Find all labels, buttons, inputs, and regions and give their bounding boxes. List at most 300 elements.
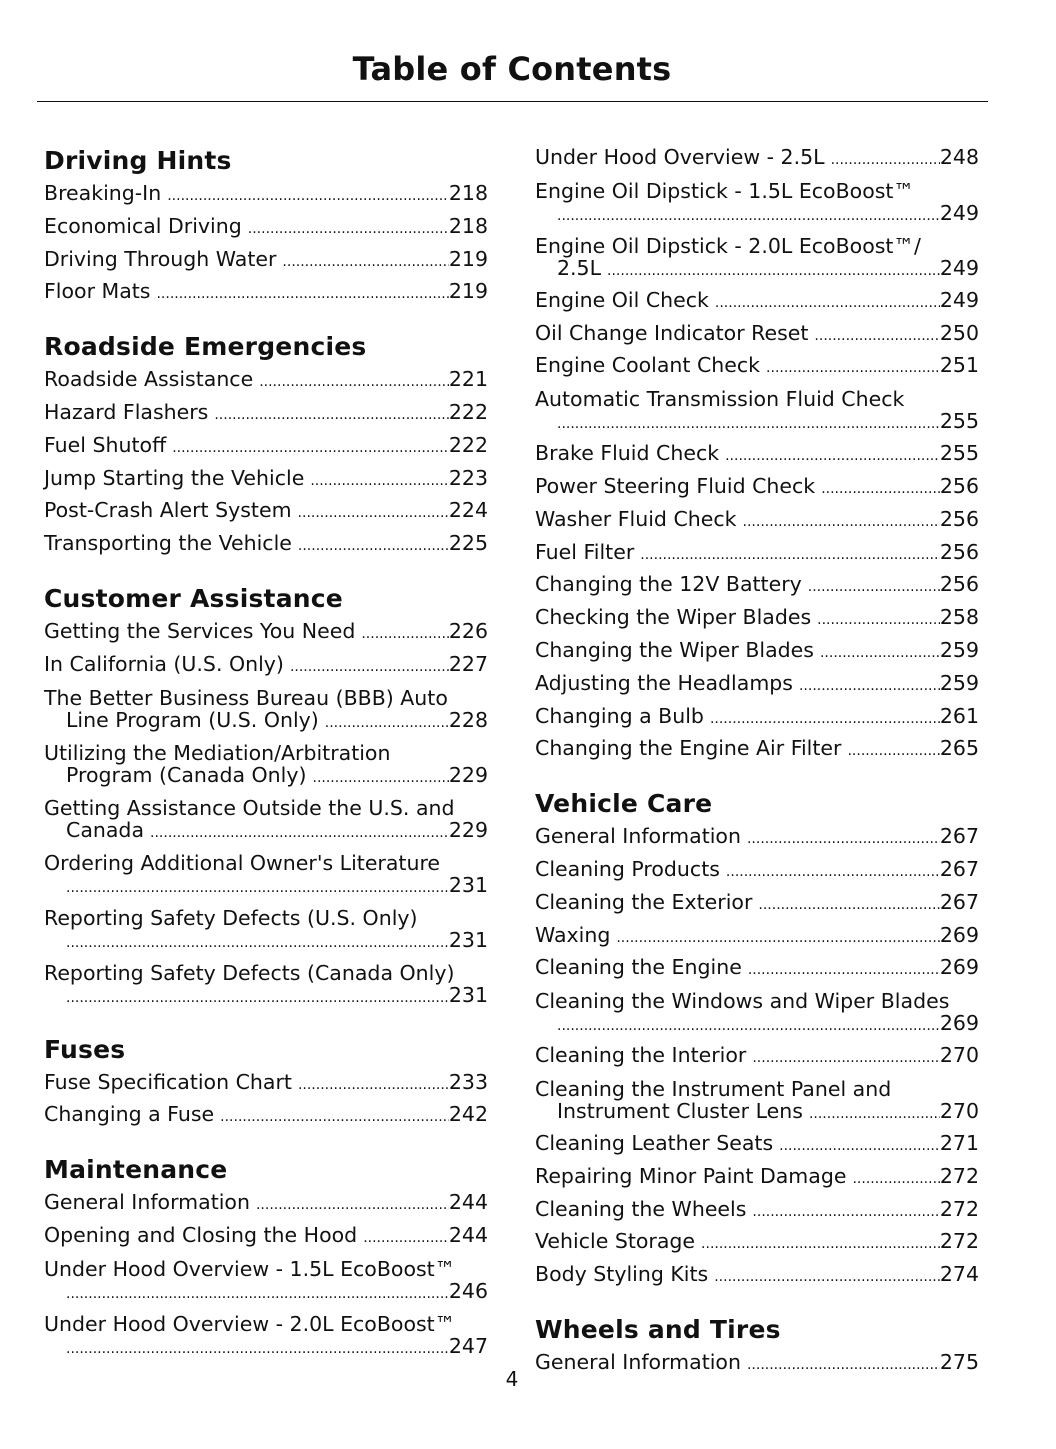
toc-entry-cleaning-leather-seats[interactable] <box>535 1129 979 1162</box>
toc-entry-title: Engine Oil Dipstick - 2.0L EcoBoost™/ <box>535 233 921 258</box>
dot-leader <box>817 606 940 636</box>
toc-entry-title: Reporting Safety Defects (U.S. Only) <box>44 905 418 930</box>
toc-entry-page: 267 <box>939 889 979 914</box>
toc-entry-checking-the-wiper-blades[interactable] <box>535 603 979 636</box>
toc-entry-page: 265 <box>939 736 979 761</box>
toc-entry-title: Engine Coolant Check <box>535 353 761 378</box>
toc-section-customer-assistance <box>44 581 488 1013</box>
toc-entry-page: 222 <box>448 432 488 457</box>
dot-leader <box>748 956 940 986</box>
toc-entry-title: The Better Business Bureau (BBB) Auto <box>44 685 448 710</box>
toc-entry-fuel-shutoff[interactable] <box>44 431 488 464</box>
dot-leader <box>820 639 940 669</box>
toc-entry-engine-oil-dipstick-1-5l-ecoboost[interactable] <box>535 176 979 231</box>
toc-entry-line <box>44 650 488 683</box>
dot-leader <box>150 822 449 844</box>
toc-entry-title-continued: Program (Canada Only) <box>66 762 307 787</box>
section-heading: Vehicle Care <box>535 789 713 819</box>
toc-entry-title: Driving Through Water <box>44 246 277 271</box>
toc-section-driving-hints <box>44 143 488 310</box>
dot-leader <box>852 1165 939 1195</box>
toc-entry-page: 275 <box>939 1349 979 1374</box>
dot-leader <box>310 467 449 497</box>
dot-leader <box>766 354 940 384</box>
toc-entry-page: 224 <box>448 498 488 523</box>
dot-leader <box>290 653 449 683</box>
toc-entry-page: 267 <box>939 824 979 849</box>
toc-entry-vehicle-storage[interactable] <box>535 1227 979 1260</box>
toc-entry-body-styling-kits[interactable] <box>535 1260 979 1293</box>
toc-entry-page: 229 <box>448 817 488 842</box>
toc-entry-breaking-in[interactable] <box>44 179 488 212</box>
dot-leader <box>725 442 940 472</box>
toc-entry-getting-the-services-you-need[interactable] <box>44 617 488 650</box>
toc-entry-title: Waxing <box>535 922 611 947</box>
dot-leader <box>66 987 449 1009</box>
toc-entry-line <box>535 319 979 352</box>
dot-leader <box>361 620 449 650</box>
toc-entry-line <box>44 179 488 212</box>
toc-entry-title: Power Steering Fluid Check <box>535 473 816 498</box>
toc-entry-line-continued <box>535 1012 979 1037</box>
toc-entry-in-california-u-s-only[interactable] <box>44 650 488 683</box>
toc-entry-page: 231 <box>448 872 488 897</box>
toc-entry-title: General Information <box>535 824 741 849</box>
toc-entry-line-continued <box>535 1100 979 1125</box>
toc-entry-title: Engine Oil Dipstick - 1.5L EcoBoost™ <box>535 178 914 203</box>
toc-entry-general-information[interactable] <box>535 822 979 855</box>
toc-entry-title: Automatic Transmission Fluid Check <box>535 387 905 412</box>
toc-entry-page: 226 <box>448 618 488 643</box>
dot-leader <box>557 1015 940 1037</box>
dot-leader <box>847 737 939 767</box>
toc-entry-title: In California (U.S. Only) <box>44 651 284 676</box>
toc-entry-line <box>44 1313 488 1335</box>
toc-entry-page: 274 <box>939 1262 979 1287</box>
dot-leader <box>714 1263 940 1293</box>
toc-entry-cleaning-products[interactable] <box>535 855 979 888</box>
toc-entry-fuel-filter[interactable] <box>535 538 979 571</box>
toc-entry-changing-the-wiper-blades[interactable] <box>535 636 979 669</box>
toc-entry-jump-starting-the-vehicle[interactable] <box>44 464 488 497</box>
toc-entry-page: 233 <box>448 1069 488 1094</box>
toc-entry-title: Hazard Flashers <box>44 399 209 424</box>
dot-leader <box>747 825 940 855</box>
toc-entry-title: Adjusting the Headlamps <box>535 670 793 695</box>
toc-entry-title: General Information <box>535 1349 741 1374</box>
toc-entry-title: Cleaning the Interior <box>535 1043 747 1068</box>
toc-entry-line-continued <box>535 202 979 227</box>
toc-entry-page: 261 <box>939 703 979 728</box>
toc-right-column <box>535 143 979 1400</box>
toc-entry-line-continued <box>44 984 488 1009</box>
toc-entry-repairing-minor-paint-damage[interactable] <box>535 1162 979 1195</box>
dot-leader <box>715 289 940 319</box>
toc-section-vehicle-care <box>535 786 979 1293</box>
dot-leader <box>66 877 449 899</box>
toc-entry-page: 270 <box>939 1043 979 1068</box>
dot-leader <box>821 475 940 505</box>
dot-leader <box>220 1103 449 1133</box>
section-heading: Fuses <box>44 1034 126 1064</box>
toc-entry-title: Under Hood Overview - 1.5L EcoBoost™ <box>44 1256 456 1281</box>
toc-entry-line <box>44 1258 488 1280</box>
toc-entry-post-crash-alert-system[interactable] <box>44 496 488 529</box>
toc-section-fuses <box>44 1032 488 1134</box>
toc-entry-page: 259 <box>939 637 979 662</box>
toc-entry-title: Changing a Bulb <box>535 703 704 728</box>
toc-entry-cleaning-the-instrument-panel-and[interactable] <box>535 1074 979 1129</box>
dot-leader <box>799 672 940 702</box>
toc-entry-page: 258 <box>939 605 979 630</box>
dot-leader <box>282 248 448 278</box>
toc-entry-page: 259 <box>939 670 979 695</box>
toc-entry-cleaning-the-exterior[interactable] <box>535 888 979 921</box>
toc-entry-line <box>44 496 488 529</box>
toc-entry-line <box>44 1068 488 1101</box>
toc-entry-title: Transporting the Vehicle <box>44 531 292 556</box>
toc-entry-title: Washer Fluid Check <box>535 506 737 531</box>
section-heading: Driving Hints <box>44 146 232 175</box>
toc-entry-line <box>535 351 979 384</box>
toc-entry-line <box>535 235 979 257</box>
toc-entry-page: 255 <box>939 409 979 434</box>
toc-entry-line <box>44 852 488 874</box>
toc-entry-page: 249 <box>939 200 979 225</box>
toc-entry-title: Changing the Wiper Blades <box>535 637 814 662</box>
toc-entry-title: Utilizing the Mediation/Arbitration <box>44 740 391 765</box>
toc-entry-changing-a-fuse[interactable] <box>44 1100 488 1133</box>
toc-entry-line <box>44 797 488 819</box>
toc-entry-page: 242 <box>448 1102 488 1127</box>
toc-entry-line <box>44 1188 488 1221</box>
toc-entry-title: Changing a Fuse <box>44 1102 215 1127</box>
toc-entry-title: Fuel Filter <box>535 539 635 564</box>
toc-section-roadside-emergencies <box>44 329 488 562</box>
toc-entry-line-continued <box>44 1335 488 1360</box>
dot-leader <box>701 1230 940 1260</box>
dot-leader <box>363 1224 449 1254</box>
toc-entry-title-continued: Instrument Cluster Lens <box>557 1098 803 1123</box>
toc-entry-line <box>44 529 488 562</box>
toc-entry-line <box>535 1078 979 1100</box>
toc-entry-engine-coolant-check[interactable] <box>535 351 979 384</box>
dot-leader <box>758 891 939 921</box>
toc-entry-title: Repairing Minor Paint Damage <box>535 1163 847 1188</box>
toc-entry-title: Cleaning the Windows and Wiper Blades <box>535 989 950 1014</box>
toc-entry-title-continued: Canada <box>66 817 145 842</box>
toc-entry-line <box>44 1100 488 1133</box>
dot-leader <box>710 705 940 735</box>
toc-entry-page: 223 <box>448 465 488 490</box>
toc-entry-line <box>44 431 488 464</box>
toc-entry-title: Cleaning the Wheels <box>535 1196 747 1221</box>
toc-entry-title: General Information <box>44 1190 250 1215</box>
section-heading: Customer Assistance <box>44 583 343 613</box>
toc-entry-page: 256 <box>939 539 979 564</box>
dot-leader <box>256 1191 449 1221</box>
toc-entry-line <box>535 888 979 921</box>
title-divider <box>37 101 988 102</box>
dot-leader <box>831 146 940 176</box>
dot-leader <box>172 434 449 464</box>
toc-entry-line <box>44 962 488 984</box>
toc-entry-title: Getting Assistance Outside the U.S. and <box>44 795 455 820</box>
toc-left-column <box>44 143 488 1383</box>
toc-entry-page: 248 <box>939 145 979 169</box>
toc-entry-title: Breaking-In <box>44 181 162 205</box>
dot-leader <box>298 499 449 529</box>
toc-entry-utilizing-the-mediation-arbitration[interactable] <box>44 738 488 793</box>
toc-entry-title: Opening and Closing the Hood <box>44 1222 358 1247</box>
toc-entry-page: 256 <box>939 473 979 498</box>
dot-leader <box>298 1071 449 1101</box>
toc-entry-line <box>535 855 979 888</box>
toc-entry-driving-through-water[interactable] <box>44 245 488 278</box>
toc-entry-title-continued: Line Program (U.S. Only) <box>66 707 319 732</box>
toc-entry-line <box>44 1221 488 1254</box>
toc-entry-page: 244 <box>448 1222 488 1247</box>
toc-section-maintenance <box>44 1152 488 1364</box>
toc-entry-the-better-business-bureau-bbb-auto[interactable] <box>44 683 488 738</box>
toc-entry-ordering-additional-owner-s-literature[interactable] <box>44 848 488 903</box>
toc-entry-page: 246 <box>448 1278 488 1303</box>
dot-leader <box>743 508 940 538</box>
dot-leader <box>779 1132 940 1162</box>
toc-entry-under-hood-overview-2-0l-ecoboost[interactable] <box>44 1309 488 1364</box>
toc-entry-title: Floor Mats <box>44 279 151 304</box>
toc-entry-waxing[interactable] <box>535 921 979 954</box>
toc-entry-getting-assistance-outside-the-u-s-and[interactable] <box>44 793 488 848</box>
toc-entry-line <box>535 1260 979 1293</box>
toc-entry-title: Cleaning the Instrument Panel and <box>535 1076 892 1101</box>
toc-entry-page: 256 <box>939 506 979 531</box>
toc-entry-economical-driving[interactable] <box>44 212 488 245</box>
toc-entry-title: Checking the Wiper Blades <box>535 605 812 630</box>
dot-leader <box>167 182 449 212</box>
toc-entry-line-continued <box>44 764 488 789</box>
toc-entry-title: Under Hood Overview - 2.5L <box>535 145 825 169</box>
toc-entry-line <box>535 990 979 1012</box>
toc-entry-page: 221 <box>448 367 488 392</box>
dot-leader <box>752 1044 940 1074</box>
toc-entry-automatic-transmission-fluid-check[interactable] <box>535 384 979 439</box>
page-number: 4 <box>505 1367 519 1391</box>
dot-leader <box>66 1338 449 1360</box>
toc-entry-page: 247 <box>448 1333 488 1358</box>
toc-entry-title: Engine Oil Check <box>535 287 709 312</box>
toc-entry-title: Roadside Assistance <box>44 367 254 392</box>
dot-leader <box>607 260 940 282</box>
dot-leader <box>557 205 940 227</box>
toc-entry-line <box>535 439 979 472</box>
toc-entry-opening-and-closing-the-hood[interactable] <box>44 1221 488 1254</box>
toc-entry-page: 219 <box>448 246 488 271</box>
toc-entry-power-steering-fluid-check[interactable] <box>535 472 979 505</box>
toc-entry-oil-change-indicator-reset[interactable] <box>535 319 979 352</box>
dot-leader <box>616 924 940 954</box>
toc-entry-cleaning-the-engine[interactable] <box>535 953 979 986</box>
dot-leader <box>809 1103 940 1125</box>
toc-entry-title: Vehicle Storage <box>535 1229 696 1254</box>
toc-entry-changing-a-bulb[interactable] <box>535 702 979 735</box>
toc-entry-page: 270 <box>939 1098 979 1123</box>
toc-entry-page: 269 <box>939 922 979 947</box>
toc-entry-page: 249 <box>939 255 979 280</box>
toc-entry-page: 255 <box>939 441 979 466</box>
toc-entry-title: Cleaning the Exterior <box>535 889 753 914</box>
toc-entry-page: 272 <box>939 1163 979 1188</box>
toc-entry-page: 228 <box>448 707 488 732</box>
dot-leader <box>640 541 940 571</box>
toc-entry-transporting-the-vehicle[interactable] <box>44 529 488 562</box>
toc-entry-line-continued <box>535 410 979 435</box>
toc-entry-title: Getting the Services You Need <box>44 618 356 643</box>
toc-entry-line <box>535 388 979 410</box>
toc-entry-reporting-safety-defects-u-s-only[interactable] <box>44 903 488 958</box>
toc-entry-line-continued <box>44 874 488 899</box>
toc-entry-title: Fuel Shutoff <box>44 432 167 457</box>
toc-entry-page: 269 <box>939 1011 979 1036</box>
toc-entry-line-continued <box>44 1280 488 1305</box>
toc-entry-line <box>44 245 488 278</box>
toc-entry-line <box>44 277 488 310</box>
toc-entry-line <box>44 742 488 764</box>
toc-entry-page: 227 <box>448 651 488 676</box>
toc-entry-title: Ordering Additional Owner's Literature <box>44 850 441 875</box>
toc-entry-page: 256 <box>939 572 979 597</box>
toc-entry-engine-oil-dipstick-2-0l-ecoboost[interactable] <box>535 231 979 286</box>
toc-entry-line-continued <box>44 709 488 734</box>
toc-section-continued <box>535 143 979 767</box>
toc-entry-washer-fluid-check[interactable] <box>535 505 979 538</box>
toc-entry-cleaning-the-interior[interactable] <box>535 1041 979 1074</box>
toc-entry-hazard-flashers[interactable] <box>44 398 488 431</box>
section-heading: Roadside Emergencies <box>44 332 367 362</box>
toc-entry-under-hood-overview-2-5l[interactable] <box>535 143 979 176</box>
dot-leader <box>214 401 449 431</box>
toc-entry-title: Reporting Safety Defects (Canada Only) <box>44 960 455 985</box>
toc-entry-page: 244 <box>448 1190 488 1215</box>
toc-entry-page: 272 <box>939 1229 979 1254</box>
toc-entry-line <box>535 286 979 319</box>
toc-entry-line <box>535 180 979 202</box>
dot-leader <box>66 1283 449 1305</box>
toc-entry-line <box>44 365 488 398</box>
dot-leader <box>325 712 449 734</box>
section-heading: Wheels and Tires <box>535 1314 781 1344</box>
dot-leader <box>557 413 940 435</box>
toc-entry-changing-the-12v-battery[interactable] <box>535 570 979 603</box>
toc-entry-line <box>535 570 979 603</box>
toc-entry-page: 231 <box>448 927 488 952</box>
toc-entry-title: Brake Fluid Check <box>535 441 720 466</box>
dot-leader <box>298 532 449 562</box>
toc-entry-general-information[interactable] <box>44 1188 488 1221</box>
toc-entry-title: Under Hood Overview - 2.0L EcoBoost™ <box>44 1311 456 1336</box>
dot-leader <box>814 322 939 352</box>
toc-entry-reporting-safety-defects-canada-only[interactable] <box>44 958 488 1013</box>
toc-entry-line <box>44 907 488 929</box>
toc-entry-line <box>44 398 488 431</box>
toc-entry-line <box>535 1162 979 1195</box>
toc-entry-page: 271 <box>939 1130 979 1155</box>
toc-entry-title: Cleaning Products <box>535 856 720 881</box>
toc-entry-line <box>535 822 979 855</box>
toc-entry-engine-oil-check[interactable] <box>535 286 979 319</box>
toc-entry-title: Body Styling Kits <box>535 1262 709 1287</box>
toc-entry-title: Changing the 12V Battery <box>535 572 802 597</box>
toc-entry-page: 218 <box>448 181 488 205</box>
toc-entry-cleaning-the-windows-and-wiper-blades[interactable] <box>535 986 979 1041</box>
toc-entry-line <box>535 1195 979 1228</box>
toc-entry-line <box>535 603 979 636</box>
toc-entry-title: Economical Driving <box>44 213 242 238</box>
toc-entry-line <box>535 921 979 954</box>
dot-leader <box>248 215 449 245</box>
toc-entry-title: Changing the Engine Air Filter <box>535 736 842 761</box>
toc-entry-page: 219 <box>448 279 488 304</box>
toc-entry-line <box>535 702 979 735</box>
toc-entry-page: 225 <box>448 531 488 556</box>
toc-entry-changing-the-engine-air-filter[interactable] <box>535 734 979 767</box>
toc-entry-title: Cleaning the Engine <box>535 955 742 980</box>
toc-entry-line <box>535 472 979 505</box>
toc-entry-line <box>535 505 979 538</box>
toc-entry-line <box>44 464 488 497</box>
toc-entry-line <box>535 1129 979 1162</box>
toc-entry-line <box>535 636 979 669</box>
toc-entry-page: 249 <box>939 287 979 312</box>
toc-entry-line <box>535 1227 979 1260</box>
toc-entry-cleaning-the-wheels[interactable] <box>535 1195 979 1228</box>
toc-entry-page: 250 <box>939 320 979 345</box>
toc-entry-line <box>535 538 979 571</box>
dot-leader <box>726 858 940 888</box>
toc-entry-line <box>535 953 979 986</box>
toc-entry-line-continued <box>44 819 488 844</box>
toc-entry-title: Oil Change Indicator Reset <box>535 320 809 345</box>
toc-entry-page: 267 <box>939 856 979 881</box>
toc-entry-page: 222 <box>448 399 488 424</box>
toc-entry-page: 272 <box>939 1196 979 1221</box>
toc-entry-line <box>535 734 979 767</box>
toc-entry-line <box>535 669 979 702</box>
toc-entry-line <box>44 687 488 709</box>
toc-entry-line <box>44 617 488 650</box>
dot-leader <box>808 573 940 603</box>
toc-entry-line <box>535 1041 979 1074</box>
dot-leader <box>259 368 449 398</box>
dot-leader <box>313 767 449 789</box>
toc-entry-fuse-specification-chart[interactable] <box>44 1068 488 1101</box>
toc-entry-page: 218 <box>448 213 488 238</box>
toc-entry-title-continued: 2.5L <box>557 255 602 280</box>
toc-entry-roadside-assistance[interactable] <box>44 365 488 398</box>
toc-entry-line <box>535 143 979 176</box>
toc-entry-adjusting-the-headlamps[interactable] <box>535 669 979 702</box>
toc-entry-line <box>44 212 488 245</box>
toc-entry-page: 231 <box>448 982 488 1007</box>
toc-entry-floor-mats[interactable] <box>44 277 488 310</box>
dot-leader <box>156 280 448 310</box>
dot-leader <box>66 932 449 954</box>
dot-leader <box>752 1198 939 1228</box>
page-title: Table of Contents <box>352 50 672 88</box>
toc-entry-title: Fuse Specification Chart <box>44 1069 292 1094</box>
toc-entry-brake-fluid-check[interactable] <box>535 439 979 472</box>
toc-entry-under-hood-overview-1-5l-ecoboost[interactable] <box>44 1254 488 1309</box>
